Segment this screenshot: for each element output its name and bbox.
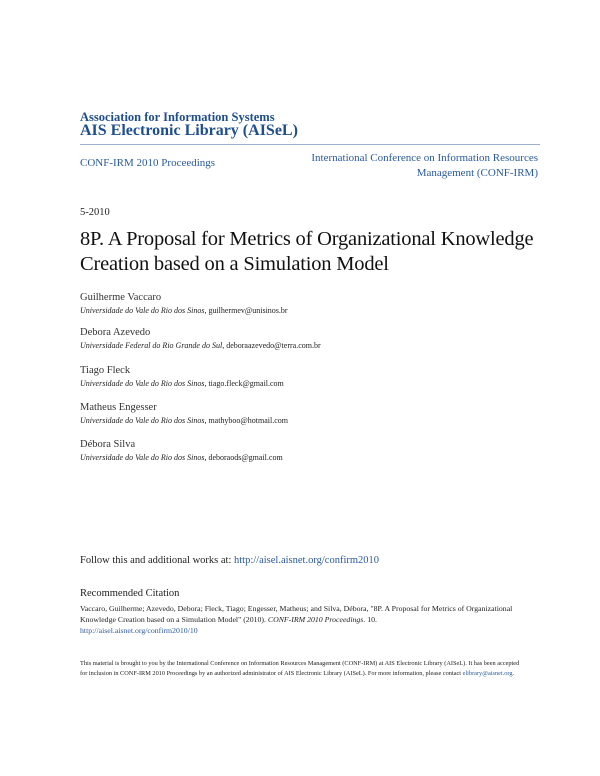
author-institution: Universidade Federal do Rio Grande do Sul xyxy=(80,341,223,350)
citation-text xyxy=(80,603,520,636)
notice-body: This material is brought to you by the International Conference on Information Resources Management (CONF-IRM) at AIS Electronic Library (AISeL). It has been accepted for inclusion in CONF-IRM 2010 Proceedings by an authorized administrator of AIS Electronic Library (AISeL). For more information, please contact xyxy=(80,660,520,677)
author-name: Débora Silva xyxy=(80,439,136,450)
author-institution: Universidade do Vale do Rio dos Sinos xyxy=(80,453,205,462)
follow-link[interactable]: http://aisel.aisnet.org/confirm2010 xyxy=(234,555,380,566)
author-block xyxy=(80,439,283,462)
library-name: AIS Electronic Library (AISeL) xyxy=(80,122,298,139)
citation-body: Vaccaro, Guilherme; Azevedo, Debora; Fleck, Tiago; Engesser, Matheus; and Silva, Débora, "8P. A Proposal for Metrics of Organizational Knowledge Creation based on a Simulation Model" (2010). xyxy=(80,604,513,624)
follow-line xyxy=(80,555,379,566)
organization-name: Association for Information Systems xyxy=(80,110,275,124)
citation-series: CONF-IRM 2010 Proceedings xyxy=(267,615,364,624)
author-block xyxy=(80,327,321,350)
paper-title: 8P. A Proposal for Metrics of Organizational Knowledge Creation based on a Simulation Model xyxy=(80,228,534,275)
publication-date: 5-2010 xyxy=(80,207,110,218)
author-institution: Universidade do Vale do Rio dos Sinos xyxy=(80,379,205,388)
author-affiliation: Universidade Federal do Rio Grande do Sul, deboraazevedo@terra.com.br xyxy=(80,341,321,350)
author-institution: Universidade do Vale do Rio dos Sinos xyxy=(80,306,205,315)
author-email: deboraazevedo@terra.com.br xyxy=(226,341,321,350)
author-affiliation: Universidade do Vale do Rio dos Sinos, mathyboo@hotmail.com xyxy=(80,416,289,425)
contact-email-link[interactable]: elibrary@aisnet.org xyxy=(462,670,513,677)
author-email: guilhermev@unisinos.br xyxy=(208,306,288,315)
follow-text: Follow this and additional works at: xyxy=(80,555,234,566)
author-email: mathyboo@hotmail.com xyxy=(208,416,289,425)
author-block xyxy=(80,365,284,388)
citation-link[interactable]: http://aisel.aisnet.org/confirm2010/10 xyxy=(80,626,198,635)
citation-number: . 10. xyxy=(363,615,377,624)
proceedings-link[interactable]: CONF-IRM 2010 Proceedings xyxy=(80,157,216,169)
author-block xyxy=(80,292,288,315)
author-affiliation: Universidade do Vale do Rio dos Sinos, deboraods@gmail.com xyxy=(80,453,283,462)
author-affiliation: Universidade do Vale do Rio dos Sinos, tiago.fleck@gmail.com xyxy=(80,379,284,388)
author-affiliation: Universidade do Vale do Rio dos Sinos, guilhermev@unisinos.br xyxy=(80,306,288,315)
author-name: Matheus Engesser xyxy=(80,402,157,413)
author-email: tiago.fleck@gmail.com xyxy=(208,379,284,388)
author-name: Tiago Fleck xyxy=(80,365,131,376)
header-divider xyxy=(80,144,540,145)
notice-text xyxy=(80,659,520,679)
author-institution: Universidade do Vale do Rio dos Sinos xyxy=(80,416,205,425)
author-name: Guilherme Vaccaro xyxy=(80,292,162,303)
author-name: Debora Azevedo xyxy=(80,327,151,338)
notice-end: . xyxy=(512,670,515,677)
author-email: deboraods@gmail.com xyxy=(208,453,283,462)
conference-link[interactable]: International Conference on Information Resources Management (CONF-IRM) xyxy=(311,152,538,179)
recommended-citation-heading: Recommended Citation xyxy=(80,588,180,599)
author-block xyxy=(80,402,288,425)
